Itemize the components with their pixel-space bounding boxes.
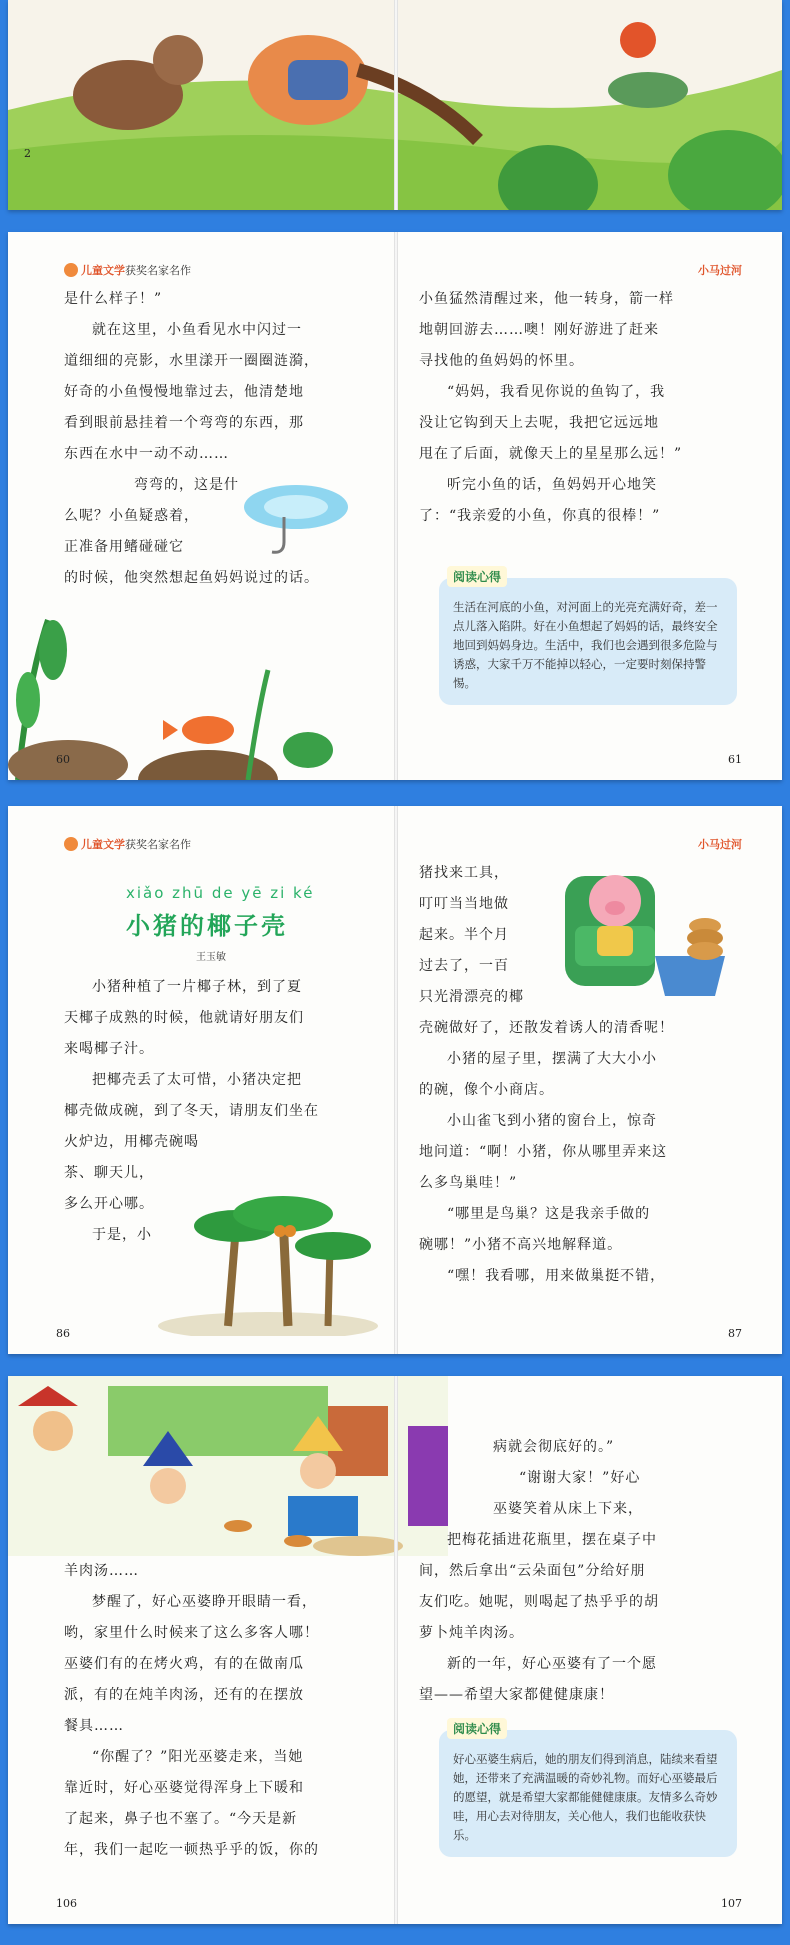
body-text: 小猪种植了一片椰子林，到了夏 天椰子成熟的时候，他就请好朋友们 来喝椰子汁。 把椰壳丢了太可惜，小猪决定把 椰壳做成碗，到了冬天，请朋友们坐在 火炉边，用椰壳碗喝 茶、聊天儿， 多么开心哪。 于是，小 xyxy=(64,979,319,1243)
page-number: 86 xyxy=(56,1327,70,1340)
body-text: 病就会彻底好的。” “谢谢大家！”好心 巫婆笑着从床上下来， 把梅花插进花瓶里，摆在桌子中 间，然后拿出“云朵面包”分给好朋 友们吃。她呢，则喝起了热乎乎的胡 萝卜炖羊肉汤。 新的一年，好心巫婆有了一个愿 望——希望大家都健健康康！ xyxy=(419,1439,659,1703)
page-61 xyxy=(395,232,782,780)
reading-notes-tag: 阅读心得 xyxy=(447,1718,507,1739)
coconut-palm-illustration xyxy=(158,1176,378,1336)
page-number: 87 xyxy=(728,1327,742,1340)
title-pinyin: xiǎo zhū de yē zi ké xyxy=(126,884,315,902)
logo-icon xyxy=(64,263,78,277)
fish xyxy=(182,716,234,744)
body-text: 猪找来工具， 叮叮当当地做 起来。半个月 过去了，一百 只光滑漂亮的椰 壳碗做好了，还散发着诱人的清香呢！ 小猪的屋子里，摆满了大大小小 的碗，像个小商店。 小山雀飞到小猪的窗台上，惊奇 地问道：“啊！小猪，你从哪里弄来这 么多鸟巢哇！” “哪里是鸟巢？这是我亲手做的 碗哪！”小猪不高兴地解释道。 “嘿！我看哪，用来做巢挺不错， xyxy=(419,865,674,1284)
squirrel xyxy=(620,22,656,58)
story-title: 小猪的椰子壳 xyxy=(126,912,288,940)
page-number: 107 xyxy=(721,1897,742,1910)
page-107 xyxy=(395,1376,782,1924)
logo-icon xyxy=(64,837,78,851)
chapter-header: 小马过河 xyxy=(698,264,742,277)
page-number: 61 xyxy=(728,753,742,766)
series-header: 儿童文学获奖名家名作 xyxy=(64,262,191,278)
page-87 xyxy=(395,806,782,1354)
body-text: 是什么样子！” 就在这里，小鱼看见水中闪过一 道细细的亮影，水里漾开一圈圈涟漪， 好奇的小鱼慢慢地靠过去，他清楚地 看到眼前悬挂着一个弯弯的东西，那 东西在水中一动不动…… 弯弯的，这是什 么呢？小鱼疑惑着， 正准备用鳍碰碰它 的时候，他突然想起鱼妈妈说过的话。 xyxy=(64,291,319,586)
page-106 xyxy=(8,1376,395,1924)
reading-notes-box: 好心巫婆生病后，她的朋友们得到消息，陆续来看望她，还带来了充满温暖的奇妙礼物。而好心巫婆最后的愿望，就是希望大家都能健健康康。友情多么奇妙哇，用心去对待朋友，关心他人，我们也能收获快乐。 xyxy=(439,1730,737,1857)
spread-4 xyxy=(8,1376,782,1924)
page-86 xyxy=(8,806,395,1354)
page-number-left: 2 xyxy=(24,147,31,160)
page-number: 60 xyxy=(56,753,70,766)
spread-3 xyxy=(8,806,782,1354)
body-text: 小鱼猛然清醒过来，他一转身，箭一样 地朝回游去……噢！刚好游进了赶来 寻找他的鱼妈妈的怀里。 “妈妈，我看见你说的鱼钩了，我 没让它钩到天上去呢，我把它远远地 甩在了后面，就像天上的星星那么远！” 听完小鱼的话，鱼妈妈开心地笑 了：“我亲爱的小鱼，你真的很棒！” xyxy=(419,291,683,524)
author-name: 王玉敏 xyxy=(196,952,226,963)
spread-2 xyxy=(8,232,782,780)
page-number: 106 xyxy=(56,1897,77,1910)
page-60 xyxy=(8,232,395,780)
reading-notes-box: 生活在河底的小鱼，对河面上的光亮充满好奇，差一点儿落入陷阱。好在小鱼想起了妈妈的话，最终安全地回到妈妈身边。生活中，我们也会遇到很多危险与诱惑，大家千万不能掉以轻心，一定要时刻保持警惕。 xyxy=(439,578,737,705)
underwater-plants xyxy=(8,530,338,780)
body-text: 羊肉汤…… 梦醒了，好心巫婆睁开眼睛一看， 哟，家里什么时候来了这么多客人哪！ 巫婆们有的在烤火鸡，有的在做南瓜 派，有的在炖羊肉汤，还有的在摆放 餐具…… “你醒了？”阳光巫婆走来，当她 靠近时，好心巫婆觉得浑身上下暖和 了起来，鼻子也不塞了。“今天是新 年，我们一起吃一顿热乎乎的饭，你的 xyxy=(64,1563,319,1858)
chapter-header: 小马过河 xyxy=(698,838,742,851)
farm-illustration xyxy=(8,0,782,210)
series-header: 儿童文学获奖名家名作 xyxy=(64,836,191,852)
spread-1 xyxy=(8,0,782,210)
reading-notes-tag: 阅读心得 xyxy=(447,566,507,587)
